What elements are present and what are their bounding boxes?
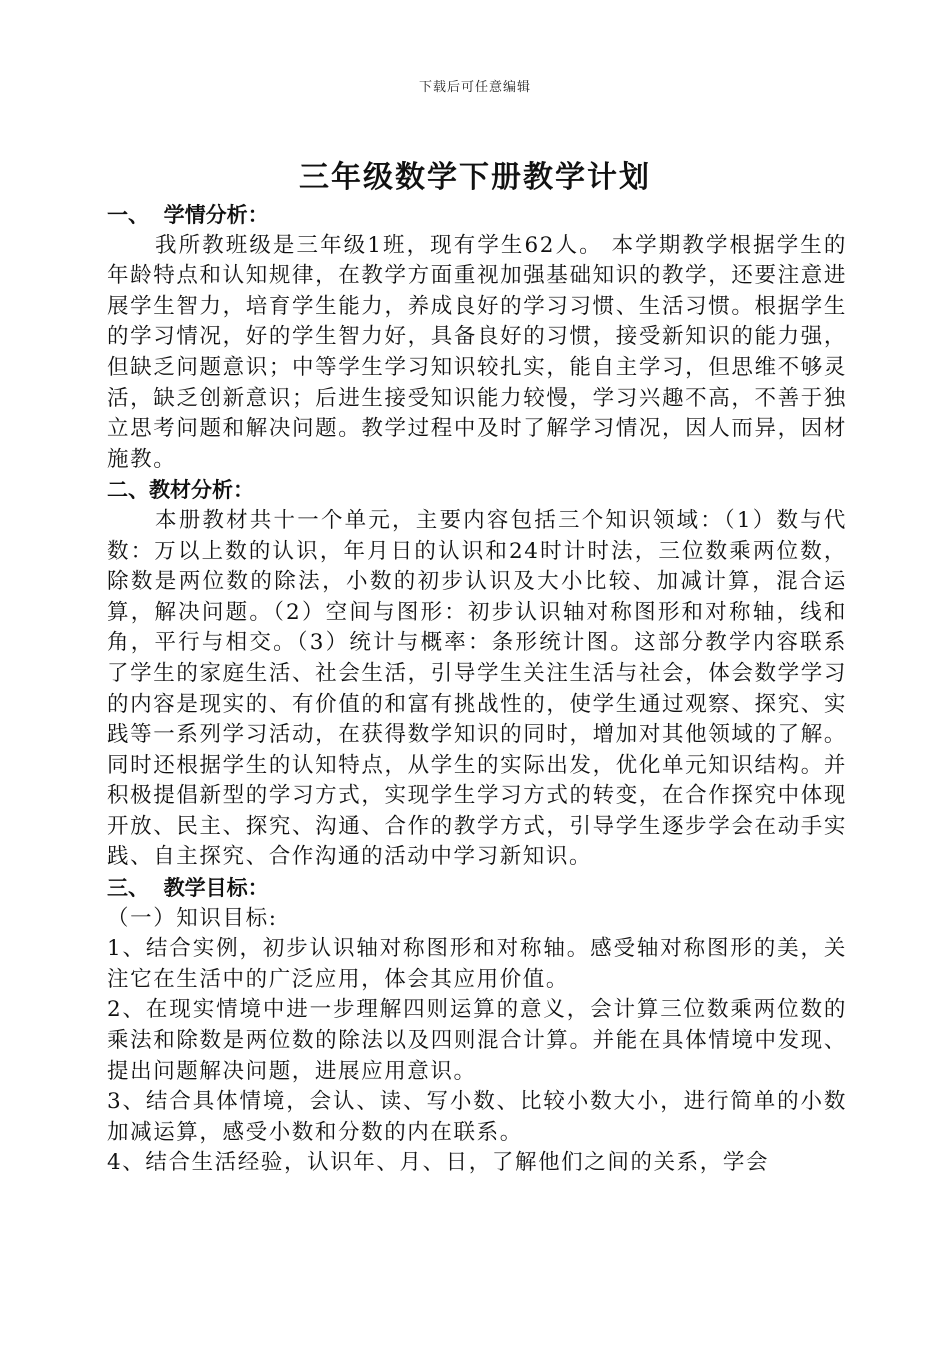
goal-item: 2、在现实情境中进一步理解四则运算的意义，会计算三位数乘两位数的乘法和除数是两位数的除法以及四则混合计算。并能在具体情境中发现、提出问题解决问题，进展应用意识。 xyxy=(107,997,847,1084)
section-heading: 二、教材分析： xyxy=(107,478,254,503)
goal-item: 1、结合实例，初步认识轴对称图形和对称轴。感受轴对称图形的美，关注它在生活中的广泛应用，体会其应用价值。 xyxy=(107,936,847,992)
header-note: 下载后可任意编辑 xyxy=(418,80,531,95)
goal-item: 3、结合具体情境，会认、读、写小数、比较小数大小，进行简单的小数加减运算，感受小数和分数的内在联系。 xyxy=(107,1089,847,1145)
goal-item: 4、结合生活经验，认识年、月、日，了解他们之间的关系，学会 xyxy=(107,1150,770,1176)
section-heading: 一、 学情分析： xyxy=(107,203,269,227)
section-textbook-analysis xyxy=(107,475,847,873)
knowledge-goals-heading: （一）知识目标: xyxy=(107,905,278,931)
section-heading: 三、 教学目标： xyxy=(107,876,269,901)
section-teaching-goals xyxy=(107,873,847,1179)
section-student-analysis xyxy=(107,200,847,475)
section-paragraph: 我所教班级是三年级1班，现有学生62人。 本学期教学根据学生的年龄特点和认知规律，在教学方面重视加强基础知识的教学，还要注意进展学生智力，培育学生能力，养成良好的学习习惯、生活习惯。根据学生的学习情况，好的学生智力好，具备良好的习惯，接受新知识的能力强，但缺乏问题意识；中等学生学习知识较扎实，能自主学习，但思维不够灵活，缺乏创新意识；后进生接受知识能力较慢，学习兴趣不高，不善于独立思考问题和解决问题。教学过程中及时了解学习情况，因人而异，因材施教。 xyxy=(107,232,847,472)
document-title: 三年级数学下册教学计划 xyxy=(299,160,651,195)
document-body xyxy=(107,200,847,1179)
section-paragraph: 本册教材共十一个单元，主要内容包括三个知识领域：（1）数与代数：万以上数的认识，年月日的认识和24时计时法，三位数乘两位数，除数是两位数的除法，小数的初步认识及大小比较、加减计算，混合运算，解决问题。（2）空间与图形：初步认识轴对称图形和对称轴，线和角，平行与相交。（3）统计与概率：条形统计图。这部分教学内容联系了学生的家庭生活、社会生活，引导学生关注生活与社会，体会数学学习的内容是现实的、有价值的和富有挑战性的，使学生通过观察、探究、实践等一系列学习活动，在获得数学知识的同时，增加对其他领域的了解。同时还根据学生的认知特点，从学生的实际出发，优化单元知识结构。并积极提倡新型的学习方式，实现学生学习方式的转变，在合作探究中体现开放、民主、探究、沟通、合作的教学方式，引导学生逐步学会在动手实践、自主探究、合作沟通的活动中学习新知识。 xyxy=(107,507,847,870)
